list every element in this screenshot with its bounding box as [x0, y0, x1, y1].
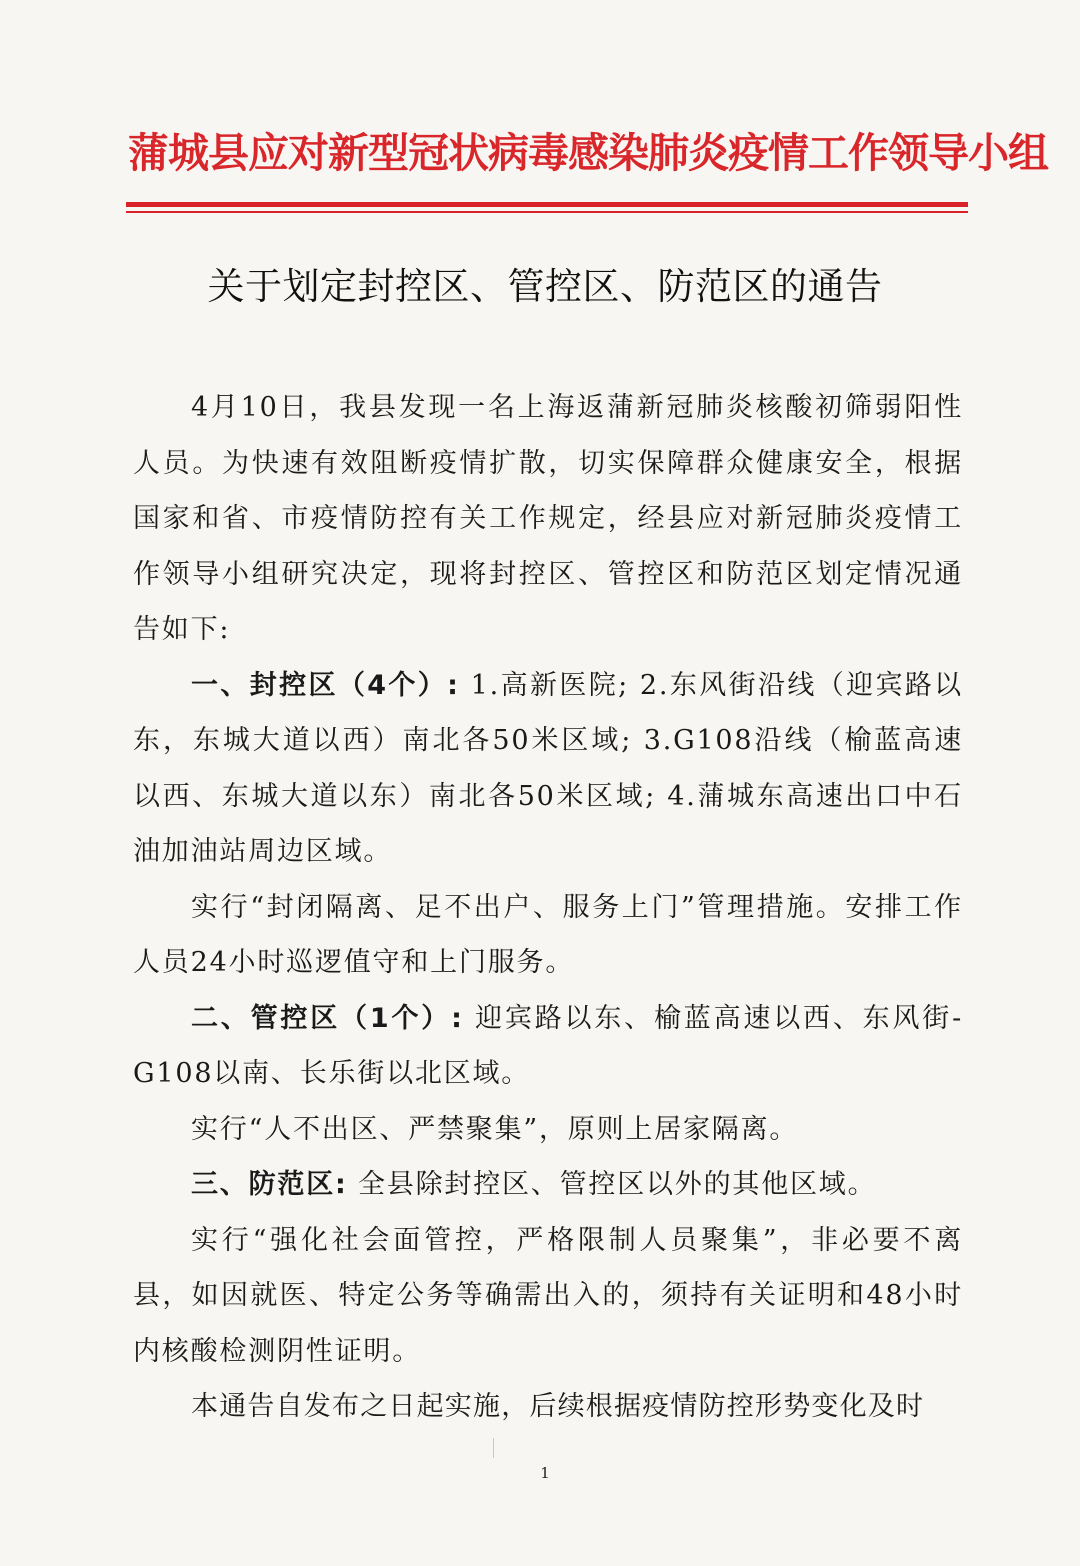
issuing-organization-header: 蒲城县应对新型冠状病毒感染肺炎疫情工作领导小组	[128, 129, 1048, 177]
section-2-text: 迎宾路以东、榆蓝高速以西、东风街-G108以南、长乐街以北区域。	[133, 1002, 963, 1089]
closing-paragraph: 本通告自发布之日起实施，后续根据疫情防控形势变化及时	[191, 1391, 925, 1422]
section-3-paragraph	[133, 1157, 963, 1213]
header-red-rule-thick	[126, 202, 968, 207]
section-1-text: 1.高新医院; 2.东风街沿线（迎宾路以东，东城大道以西）南北各50米区域; 3.G108沿线（榆蓝高速以西、东城大道以东）南北各50米区域; 4.蒲城东高速出口中石油加油站周边区域。	[133, 669, 963, 867]
section-1-paragraph	[133, 658, 963, 880]
header-red-rule-thin	[126, 211, 968, 213]
section-1-measures: 实行“封闭隔离、足不出户、服务上门”管理措施。安排工作人员24小时巡逻值守和上门服务。	[133, 891, 963, 978]
section-1-heading: 一、封控区（4个）:	[191, 669, 460, 701]
section-2-paragraph	[133, 991, 963, 1102]
page-number: 1	[540, 1464, 550, 1482]
section-2-heading: 二、管控区（1个）:	[191, 1002, 464, 1034]
intro-paragraph: 4月10日，我县发现一名上海返蒲新冠肺炎核酸初筛弱阳性人员。为快速有效阻断疫情扩散，切实保障群众健康安全，根据国家和省、市疫情防控有关工作规定，经县应对新冠肺炎疫情工作领导小组研究决定，现将封控区、管控区和防范区划定情况通告如下:	[133, 392, 963, 645]
scan-artifact-line	[493, 1438, 494, 1458]
section-3-text: 全县除封控区、管控区以外的其他区域。	[347, 1169, 877, 1200]
section-3-measures: 实行“强化社会面管控，严格限制人员聚集”，非必要不离县，如因就医、特定公务等确需出入的，须持有关证明和48小时内核酸检测阴性证明。	[133, 1224, 963, 1367]
notice-body	[133, 380, 963, 1435]
notice-title: 关于划定封控区、管控区、防范区的通告	[207, 265, 883, 308]
section-2-measures: 实行“人不出区、严禁聚集”，原则上居家隔离。	[191, 1113, 799, 1145]
section-3-heading: 三、防范区:	[191, 1169, 348, 1200]
